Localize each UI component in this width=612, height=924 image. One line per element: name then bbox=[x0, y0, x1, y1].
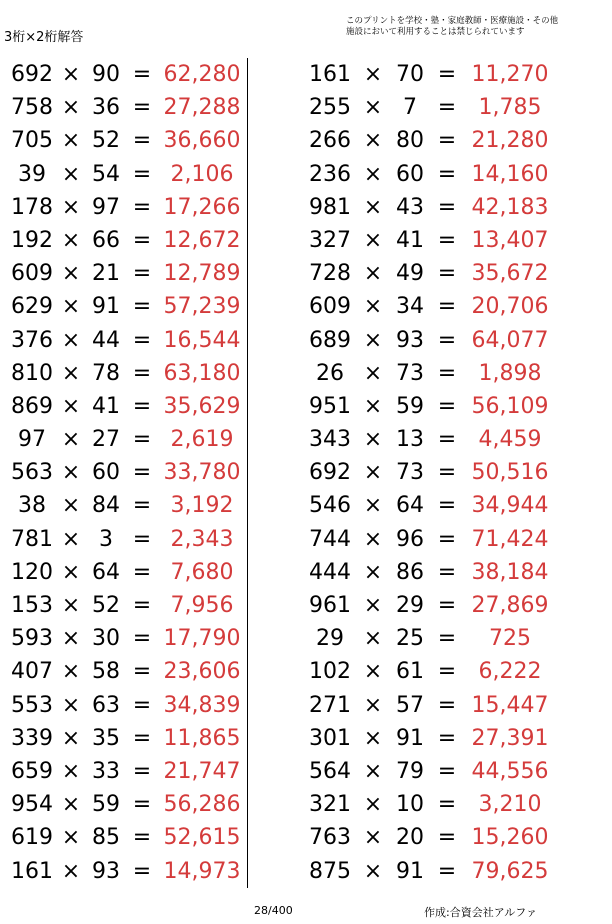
answer: 21,747 bbox=[163, 758, 241, 784]
equals-sign: = bbox=[437, 227, 457, 253]
multiplicand: 29 bbox=[316, 626, 344, 652]
usage-notice bbox=[346, 16, 558, 38]
multiplier: 3 bbox=[99, 526, 113, 552]
multiplier: 41 bbox=[92, 393, 120, 419]
multiplicand: 102 bbox=[309, 659, 351, 685]
equals-sign: = bbox=[437, 758, 457, 784]
multiplicand: 981 bbox=[309, 194, 351, 220]
multiplier: 21 bbox=[92, 261, 120, 287]
multiplier: 43 bbox=[396, 194, 424, 220]
multiplier: 86 bbox=[396, 559, 424, 585]
times-sign: × bbox=[61, 825, 81, 851]
multiplier: 52 bbox=[92, 128, 120, 154]
times-sign: × bbox=[61, 758, 81, 784]
multiplicand: 39 bbox=[18, 161, 46, 187]
times-sign: × bbox=[61, 692, 81, 718]
multiplicand: 271 bbox=[309, 692, 351, 718]
equals-sign: = bbox=[132, 327, 152, 353]
answer: 35,629 bbox=[163, 393, 241, 419]
multiplier: 64 bbox=[396, 493, 424, 519]
multiplicand: 609 bbox=[309, 294, 351, 320]
equals-sign: = bbox=[437, 825, 457, 851]
times-sign: × bbox=[61, 659, 81, 685]
equals-sign: = bbox=[437, 393, 457, 419]
multiplicand: 266 bbox=[309, 128, 351, 154]
equals-sign: = bbox=[132, 659, 152, 685]
multiplier: 61 bbox=[396, 659, 424, 685]
answer: 2,619 bbox=[170, 427, 234, 453]
times-sign: × bbox=[363, 559, 383, 585]
answer: 14,160 bbox=[471, 161, 549, 187]
answer: 34,839 bbox=[163, 692, 241, 718]
multiplier: 25 bbox=[396, 626, 424, 652]
times-sign: × bbox=[363, 294, 383, 320]
answer: 11,865 bbox=[163, 725, 241, 751]
multiplicand: 564 bbox=[309, 758, 351, 784]
multiplicand: 954 bbox=[11, 792, 53, 818]
times-sign: × bbox=[363, 393, 383, 419]
equals-sign: = bbox=[132, 559, 152, 585]
equals-sign: = bbox=[437, 194, 457, 220]
times-sign: × bbox=[61, 194, 81, 220]
times-sign: × bbox=[363, 858, 383, 884]
multiplier: 54 bbox=[92, 161, 120, 187]
multiplier: 59 bbox=[396, 393, 424, 419]
answer: 42,183 bbox=[471, 194, 549, 220]
times-sign: × bbox=[363, 161, 383, 187]
answer: 27,288 bbox=[163, 95, 241, 121]
multiplier: 78 bbox=[92, 360, 120, 386]
answer: 2,106 bbox=[170, 161, 234, 187]
answer: 63,180 bbox=[163, 360, 241, 386]
equals-sign: = bbox=[437, 427, 457, 453]
answer: 36,660 bbox=[163, 128, 241, 154]
multiplier: 73 bbox=[396, 460, 424, 486]
times-sign: × bbox=[363, 327, 383, 353]
equals-sign: = bbox=[437, 593, 457, 618]
multiplier: 7 bbox=[403, 95, 417, 121]
multiplier: 10 bbox=[396, 792, 424, 818]
equals-sign: = bbox=[437, 460, 457, 486]
times-sign: × bbox=[363, 62, 383, 87]
times-sign: × bbox=[61, 161, 81, 187]
answer: 27,391 bbox=[471, 725, 549, 751]
answer: 21,280 bbox=[471, 128, 549, 154]
equals-sign: = bbox=[437, 261, 457, 287]
multiplicand: 692 bbox=[309, 460, 351, 486]
times-sign: × bbox=[61, 460, 81, 486]
equals-sign: = bbox=[437, 626, 457, 652]
times-sign: × bbox=[61, 128, 81, 154]
times-sign: × bbox=[363, 792, 383, 818]
answer: 71,424 bbox=[471, 526, 549, 552]
answer: 3,192 bbox=[170, 493, 234, 519]
multiplicand: 869 bbox=[11, 393, 53, 419]
multiplicand: 629 bbox=[11, 294, 53, 320]
multiplicand: 407 bbox=[11, 659, 53, 685]
multiplier: 93 bbox=[396, 327, 424, 353]
multiplicand: 153 bbox=[11, 593, 53, 618]
answer: 2,343 bbox=[170, 526, 234, 552]
multiplier: 84 bbox=[92, 493, 120, 519]
equals-sign: = bbox=[437, 725, 457, 751]
multiplier: 60 bbox=[92, 460, 120, 486]
multiplicand: 609 bbox=[11, 261, 53, 287]
times-sign: × bbox=[363, 758, 383, 784]
multiplicand: 961 bbox=[309, 593, 351, 618]
equals-sign: = bbox=[437, 493, 457, 519]
times-sign: × bbox=[363, 360, 383, 386]
multiplicand: 343 bbox=[309, 427, 351, 453]
multiplicand: 120 bbox=[11, 559, 53, 585]
multiplier: 96 bbox=[396, 526, 424, 552]
equals-sign: = bbox=[437, 128, 457, 154]
multiplicand: 763 bbox=[309, 825, 351, 851]
multiplicand: 758 bbox=[11, 95, 53, 121]
times-sign: × bbox=[61, 626, 81, 652]
answer: 17,266 bbox=[163, 194, 241, 220]
times-sign: × bbox=[363, 194, 383, 220]
times-sign: × bbox=[61, 327, 81, 353]
equals-sign: = bbox=[132, 593, 152, 618]
multiplier: 80 bbox=[396, 128, 424, 154]
equals-sign: = bbox=[132, 95, 152, 121]
multiplicand: 236 bbox=[309, 161, 351, 187]
answer: 62,280 bbox=[163, 62, 241, 87]
answer: 6,222 bbox=[478, 659, 542, 685]
multiplier: 73 bbox=[396, 360, 424, 386]
multiplier: 59 bbox=[92, 792, 120, 818]
multiplicand: 781 bbox=[11, 526, 53, 552]
equals-sign: = bbox=[132, 194, 152, 220]
equals-sign: = bbox=[132, 858, 152, 884]
multiplier: 97 bbox=[92, 194, 120, 220]
equals-sign: = bbox=[437, 360, 457, 386]
multiplier: 91 bbox=[396, 858, 424, 884]
answer: 79,625 bbox=[471, 858, 549, 884]
answer: 16,544 bbox=[163, 327, 241, 353]
multiplicand: 255 bbox=[309, 95, 351, 121]
multiplier: 64 bbox=[92, 559, 120, 585]
times-sign: × bbox=[363, 227, 383, 253]
multiplicand: 327 bbox=[309, 227, 351, 253]
equals-sign: = bbox=[437, 294, 457, 320]
answer: 23,606 bbox=[163, 659, 241, 685]
answer: 15,260 bbox=[471, 825, 549, 851]
times-sign: × bbox=[61, 95, 81, 121]
answer: 50,516 bbox=[471, 460, 549, 486]
author-credit: 作成:合資会社アルファ bbox=[424, 906, 538, 919]
equals-sign: = bbox=[437, 95, 457, 121]
equals-sign: = bbox=[437, 327, 457, 353]
answer: 64,077 bbox=[471, 327, 549, 353]
multiplicand: 161 bbox=[309, 62, 351, 87]
answer: 12,789 bbox=[163, 261, 241, 287]
times-sign: × bbox=[363, 460, 383, 486]
multiplier: 85 bbox=[92, 825, 120, 851]
multiplicand: 659 bbox=[11, 758, 53, 784]
times-sign: × bbox=[363, 692, 383, 718]
equals-sign: = bbox=[437, 62, 457, 87]
answer: 56,286 bbox=[163, 792, 241, 818]
times-sign: × bbox=[363, 526, 383, 552]
answer: 1,785 bbox=[478, 95, 542, 121]
answer: 38,184 bbox=[471, 559, 549, 585]
answer: 725 bbox=[489, 626, 531, 652]
answer: 57,239 bbox=[163, 294, 241, 320]
times-sign: × bbox=[61, 62, 81, 87]
answer: 17,790 bbox=[163, 626, 241, 652]
times-sign: × bbox=[61, 559, 81, 585]
multiplier: 93 bbox=[92, 858, 120, 884]
multiplicand: 192 bbox=[11, 227, 53, 253]
equals-sign: = bbox=[132, 758, 152, 784]
answer: 1,898 bbox=[478, 360, 542, 386]
equals-sign: = bbox=[132, 692, 152, 718]
multiplier: 57 bbox=[396, 692, 424, 718]
multiplier: 33 bbox=[92, 758, 120, 784]
equals-sign: = bbox=[437, 659, 457, 685]
answer: 11,270 bbox=[471, 62, 549, 87]
times-sign: × bbox=[61, 427, 81, 453]
times-sign: × bbox=[363, 593, 383, 618]
times-sign: × bbox=[61, 393, 81, 419]
usage-notice-line: このプリントを学校・塾・家庭教師・医療施設・その他 bbox=[346, 16, 559, 26]
multiplicand: 161 bbox=[11, 858, 53, 884]
equals-sign: = bbox=[132, 526, 152, 552]
equals-sign: = bbox=[132, 460, 152, 486]
times-sign: × bbox=[363, 427, 383, 453]
equals-sign: = bbox=[132, 62, 152, 87]
answer: 27,869 bbox=[471, 593, 549, 618]
equals-sign: = bbox=[132, 626, 152, 652]
times-sign: × bbox=[61, 261, 81, 287]
answer: 33,780 bbox=[163, 460, 241, 486]
answer: 13,407 bbox=[471, 227, 549, 253]
multiplicand: 563 bbox=[11, 460, 53, 486]
times-sign: × bbox=[61, 725, 81, 751]
times-sign: × bbox=[61, 593, 81, 618]
times-sign: × bbox=[363, 626, 383, 652]
usage-notice-line: 施設において利用することは禁じられています bbox=[346, 27, 525, 37]
multiplicand: 951 bbox=[309, 393, 351, 419]
times-sign: × bbox=[363, 95, 383, 121]
equals-sign: = bbox=[437, 526, 457, 552]
answer: 56,109 bbox=[471, 393, 549, 419]
multiplier: 60 bbox=[396, 161, 424, 187]
equals-sign: = bbox=[132, 294, 152, 320]
equals-sign: = bbox=[132, 360, 152, 386]
times-sign: × bbox=[61, 526, 81, 552]
worksheet-title: 3桁×2桁解答 bbox=[4, 30, 84, 45]
multiplicand: 178 bbox=[11, 194, 53, 220]
times-sign: × bbox=[61, 227, 81, 253]
multiplier: 34 bbox=[396, 294, 424, 320]
equals-sign: = bbox=[132, 792, 152, 818]
times-sign: × bbox=[61, 792, 81, 818]
times-sign: × bbox=[363, 128, 383, 154]
answer: 44,556 bbox=[471, 758, 549, 784]
multiplier: 79 bbox=[396, 758, 424, 784]
multiplicand: 705 bbox=[11, 128, 53, 154]
multiplier: 70 bbox=[396, 62, 424, 87]
times-sign: × bbox=[363, 493, 383, 519]
multiplier: 35 bbox=[92, 725, 120, 751]
multiplier: 66 bbox=[92, 227, 120, 253]
multiplier: 36 bbox=[92, 95, 120, 121]
answer: 7,956 bbox=[170, 593, 234, 618]
multiplier: 52 bbox=[92, 593, 120, 618]
multiplicand: 593 bbox=[11, 626, 53, 652]
equals-sign: = bbox=[437, 692, 457, 718]
multiplicand: 444 bbox=[309, 559, 351, 585]
multiplicand: 875 bbox=[309, 858, 351, 884]
answer: 52,615 bbox=[163, 825, 241, 851]
multiplicand: 689 bbox=[309, 327, 351, 353]
equals-sign: = bbox=[437, 792, 457, 818]
times-sign: × bbox=[363, 261, 383, 287]
multiplier: 30 bbox=[92, 626, 120, 652]
multiplier: 91 bbox=[92, 294, 120, 320]
equals-sign: = bbox=[132, 227, 152, 253]
multiplicand: 26 bbox=[316, 360, 344, 386]
multiplier: 90 bbox=[92, 62, 120, 87]
multiplicand: 810 bbox=[11, 360, 53, 386]
multiplicand: 376 bbox=[11, 327, 53, 353]
multiplier: 27 bbox=[92, 427, 120, 453]
multiplicand: 301 bbox=[309, 725, 351, 751]
answer: 4,459 bbox=[478, 427, 542, 453]
multiplicand: 97 bbox=[18, 427, 46, 453]
equals-sign: = bbox=[437, 559, 457, 585]
multiplier: 41 bbox=[396, 227, 424, 253]
equals-sign: = bbox=[132, 825, 152, 851]
answer: 7,680 bbox=[170, 559, 234, 585]
multiplier: 20 bbox=[396, 825, 424, 851]
equals-sign: = bbox=[132, 393, 152, 419]
answer: 20,706 bbox=[471, 294, 549, 320]
answer: 12,672 bbox=[163, 227, 241, 253]
multiplicand: 546 bbox=[309, 493, 351, 519]
multiplicand: 728 bbox=[309, 261, 351, 287]
multiplicand: 553 bbox=[11, 692, 53, 718]
times-sign: × bbox=[363, 659, 383, 685]
equals-sign: = bbox=[132, 427, 152, 453]
times-sign: × bbox=[363, 825, 383, 851]
answer: 14,973 bbox=[163, 858, 241, 884]
multiplicand: 38 bbox=[18, 493, 46, 519]
multiplicand: 692 bbox=[11, 62, 53, 87]
times-sign: × bbox=[61, 858, 81, 884]
equals-sign: = bbox=[132, 161, 152, 187]
answer: 3,210 bbox=[478, 792, 542, 818]
equals-sign: = bbox=[132, 493, 152, 519]
answer: 15,447 bbox=[471, 692, 549, 718]
multiplier: 49 bbox=[396, 261, 424, 287]
equals-sign: = bbox=[132, 261, 152, 287]
page-number: 28/400 bbox=[254, 904, 293, 917]
multiplier: 58 bbox=[92, 659, 120, 685]
multiplier: 13 bbox=[396, 427, 424, 453]
answer: 34,944 bbox=[471, 493, 549, 519]
multiplier: 29 bbox=[396, 593, 424, 618]
multiplicand: 744 bbox=[309, 526, 351, 552]
multiplier: 91 bbox=[396, 725, 424, 751]
multiplier: 63 bbox=[92, 692, 120, 718]
times-sign: × bbox=[61, 294, 81, 320]
multiplicand: 619 bbox=[11, 825, 53, 851]
multiplicand: 321 bbox=[309, 792, 351, 818]
times-sign: × bbox=[61, 360, 81, 386]
equals-sign: = bbox=[132, 725, 152, 751]
equals-sign: = bbox=[132, 128, 152, 154]
multiplicand: 339 bbox=[11, 725, 53, 751]
answer: 35,672 bbox=[471, 261, 549, 287]
equals-sign: = bbox=[437, 161, 457, 187]
equals-sign: = bbox=[437, 858, 457, 884]
multiplier: 44 bbox=[92, 327, 120, 353]
times-sign: × bbox=[363, 725, 383, 751]
times-sign: × bbox=[61, 493, 81, 519]
